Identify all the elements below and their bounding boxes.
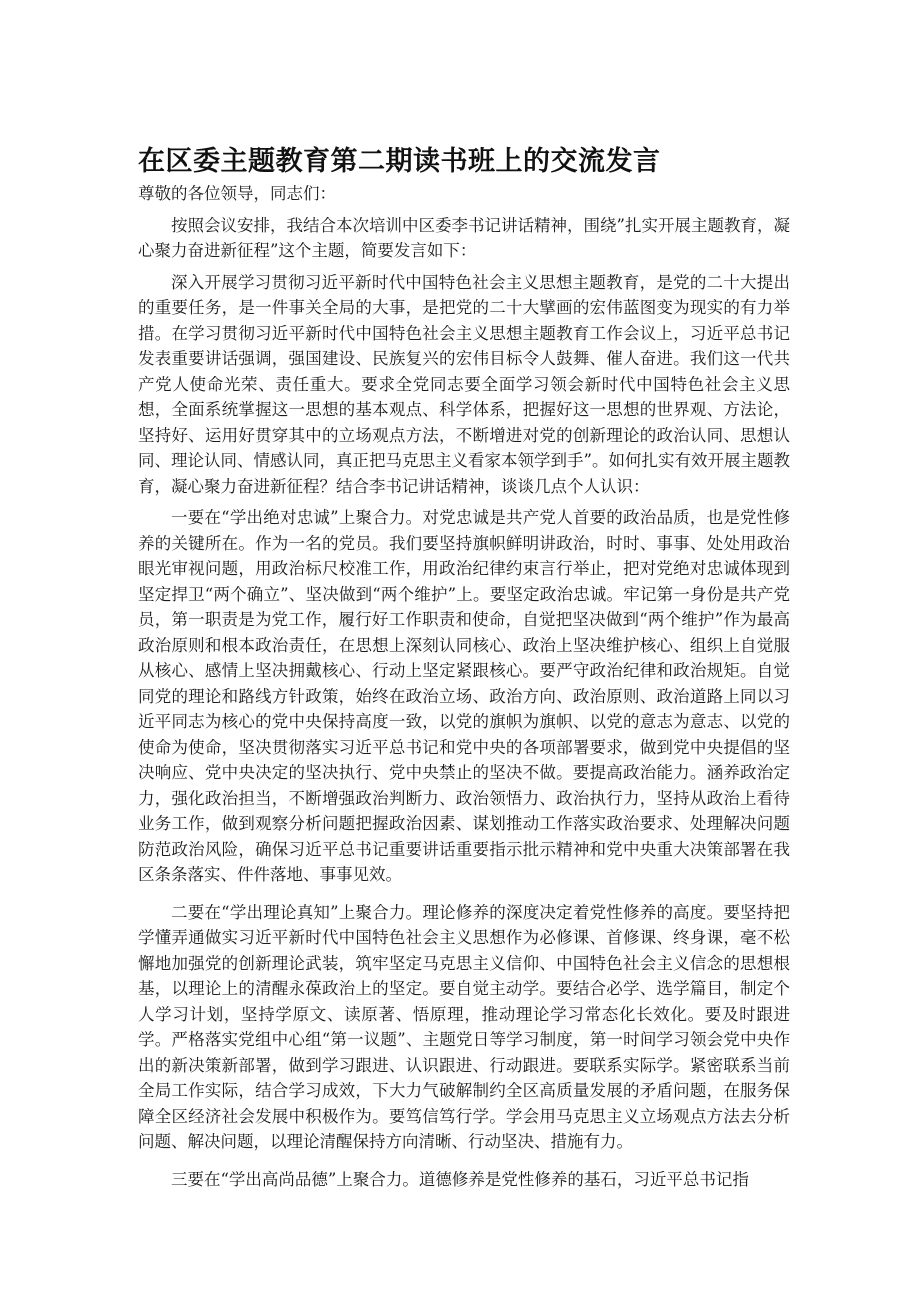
paragraph-intro: 按照会议安排，我结合本次培训中区委李书记讲话精神，围绕”扎实开展主题教育，凝心聚力奋进新征程”这个主题，简要发言如下： bbox=[138, 215, 790, 260]
paragraph-background: 深入开展学习贯彻习近平新时代中国特色社会主义思想主题教育，是党的二十大提出的重要任务，是一件事关全局的大事，是把党的二十大擘画的宏伟蓝图变为现实的有力举措。在学习贯彻习近平新时代中国特色社会主义思想主题教育工作会议上，习近平总书记发表重要讲话强调，强国建设、民族复兴的宏伟目标令人鼓舞、催人奋进。我们这一代共产党人使命光荣、责任重大。要求全党同志要全面学习领会新时代中国特色社会主义思想，全面系统掌握这一思想的基本观点、科学体系，把握好这一思想的世界观、方法论，坚持好、运用好贯穿其中的立场观点方法，不断增进对党的创新理论的政治认同、思想认同、理论认同、情感认同，真正把马克思主义看家本领学到手”。如何扎实有效开展主题教育，凝心聚力奋进新征程？结合李书记讲话精神，谈谈几点个人认识： bbox=[138, 272, 790, 496]
paragraph-point-three: 三要在“学出高尚品德”上聚合力。道德修养是党性修养的基石，习近平总书记指 bbox=[171, 1169, 749, 1189]
paragraph-point-one: 一要在“学出绝对忠诚”上聚合力。对党忠诚是共产党人首要的政治品质，也是党性修养的关键所在。作为一名的党员。我们要坚持旗帜鲜明讲政治，时时、事事、处处用政治眼光审视问题，用政治标尺校准工作，用政治纪律约束言行举止，把对党绝对忠诚体现到坚定捍卫“两个确立”、坚决做到“两个维护”上。要坚定政治忠诚。牢记第一身份是共产党员，第一职责是为党工作，履行好工作职责和使命，自觉把坚决做到“两个维护”作为最高政治原则和根本政治责任，在思想上深刻认同核心、政治上坚决维护核心、组织上自觉服从核心、感情上坚决拥戴核心、行动上坚定紧跟核心。要严守政治纪律和政治规矩。自觉同党的理论和路线方针政策，始终在政治立场、政治方向、政治原则、政治道路上同以习近平同志为核心的党中央保持高度一致，以党的旗帜为旗帜、以党的意志为意志、以党的使命为使命，坚决贯彻落实习近平总书记和党中央的各项部署要求，做到党中央提倡的坚决响应、党中央决定的坚决执行、党中央禁止的坚决不做。要提高政治能力。涵养政治定力，强化政治担当，不断增强政治判断力、政治领悟力、政治执行力，坚持从政治上看待业务工作，做到观察分析问题把握政治因素、谋划推动工作落实政治要求、处理解决问题防范政治风险，确保习近平总书记重要讲话重要指示批示精神和党中央重大决策部署在我区条条落实、件件落地、事事见效。 bbox=[138, 508, 790, 884]
document-body bbox=[138, 181, 790, 1198]
document-title: 在区委主题教育第二期读书班上的交流发言 bbox=[138, 146, 661, 178]
salutation: 尊敬的各位领导，同志们： bbox=[138, 184, 336, 203]
paragraph-point-two: 二要在“学出理论真知”上聚合力。理论修养的深度决定着党性修养的高度。要坚持把学懂弄通做实习近平新时代中国特色社会主义思想作为必修课、首修课、终身课，毫不松懈地加强党的创新理论武装，筑牢坚定马克思主义信仰、中国特色社会主义信念的思想根基，以理论上的清醒永葆政治上的坚定。要自觉主动学。要结合必学、选学篇目，制定个人学习计划，坚持学原文、读原著、悟原理，推动理论学习常态化长效化。要及时跟进学。严格落实党组中心组“第一议题”、主题党日等学习制度，第一时间学习领会党中央作出的新决策新部署，做到学习跟进、认识跟进、行动跟进。要联系实际学。紧密联系当前全局工作实际，结合学习成效，下大力气破解制约全区高质量发展的矛盾问题，在服务保障全区经济社会发展中积极作为。要笃信笃行学。学会用马克思主义立场观点方法去分析问题、解决问题，以理论清醒保持方向清晰、行动坚决、措施有力。 bbox=[138, 902, 790, 1151]
